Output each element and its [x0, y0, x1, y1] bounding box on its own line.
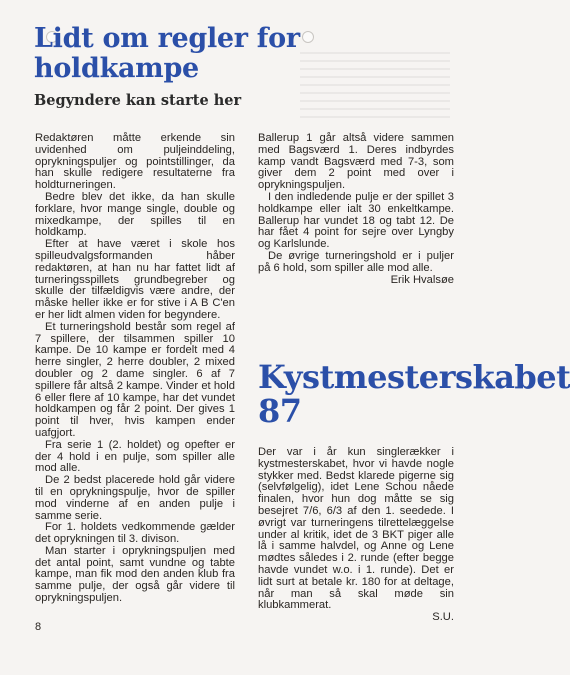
body-paragraph: Efter at have været i skole hos spilleudvalgsformanden håber redaktøren, at han nu har fattet lidt af turneringsspillets grundbegreber og skulle der tilfældigvis være andre, der måske heller ikke er for stive i A B C'en er her lidt almen viden for begyndere. — [35, 238, 235, 321]
body-paragraph: I den indledende pulje er der spillet 3 holdkampe eller ialt 30 enkeltkampe. Ballerup har vundet 18 og tabt 12. De har fået 4 point for sejre over Lyngby og Karlslunde. — [258, 190, 454, 251]
body-paragraph: Et turneringshold består som regel af 7 spillere, der tilsammen spiller 10 kampe. De 10 kampe er fordelt med 4 herre singler, 2 herre doubler, 2 mixed doubler og 2 dame singler. 6 af 7 spillere får altså 2 kampe. Vinder et hold 6 eller flere af 10 kampe, har det vundet holdkampen og får 2 point. Der gives 1 point til hver, hvis kampen ender uafgjort. — [35, 320, 235, 439]
body-paragraph: De øvrige turneringshold er i puljer på 6 hold, som spiller alle mod alle. — [258, 249, 454, 274]
body-paragraph: De 2 bedst placerede hold går videre til en oprykningspulje, hvor de spiller mod vinderne af en anden pulje i samme serie. — [35, 474, 235, 522]
article-headline: Lidt om regler for holdkampe — [34, 23, 300, 84]
initials-signature: S.U. — [432, 611, 454, 624]
body-paragraph: Der var i år kun singlerækker i kystmesterskabet, hvor vi havde nogle stykker med. Bedst klarede pigerne sig (selvfølgelig), idet Lene Schou nåede finalen, hvor hun dog måtte se sig besejret 7/6, 6/3 af den 1. seedede. I øvrigt var turneringens tilrettelæggelse under al kritik, idet de 3 BKT piger alle lå i samme halvdel, og Anne og Lene mødtes således i 2. runde (efter begge havde vundet w.o. i 1. runde). Det er lidt surt at betale kr. 180 for at deltage, når man så skal møde sin klubkammerat. — [258, 446, 454, 612]
body-paragraph: Redaktøren måtte erkende sin uvidenhed om puljeinddeling, oprykningspuljer og pointstillinger, da han skulle redigere resultaterne fra holdturneringen. — [35, 132, 235, 192]
page-number: 8 — [35, 621, 42, 633]
body-paragraph: Ballerup 1 går altså videre sammen med Bagsværd 1. Deres indbyrdes kamp vandt Bagsværd med 7-3, som giver dem 2 point med over i oprykningspuljen. — [258, 132, 454, 192]
left-column — [35, 133, 235, 605]
body-paragraph: Fra serie 1 (2. holdet) og opefter er der 4 hold i en pulje, som spiller alle mod alle. — [35, 438, 235, 475]
body-paragraph: Man starter i oprykningspuljen med det antal point, samt vundne og tabte kampe, man fik mod den anden klub fra samme pulje, der også går videre til oprykningspuljen. — [35, 544, 235, 605]
body-paragraph: For 1. holdets vedkommende gælder det oprykningen til 3. divison. — [35, 521, 235, 546]
right-column-continuation — [258, 133, 454, 286]
second-article-headline: Kystmesterskabet 87 — [258, 358, 570, 430]
author-signature: Erik Hvalsøe — [390, 273, 454, 286]
body-paragraph: Bedre blev det ikke, da han skulle forklare, hvor mange single, double og mixedkampe, der spilles til en holdkamp. — [35, 190, 235, 239]
second-article-body — [258, 447, 454, 624]
article-subhead: Begyndere kan starte her — [34, 92, 242, 109]
